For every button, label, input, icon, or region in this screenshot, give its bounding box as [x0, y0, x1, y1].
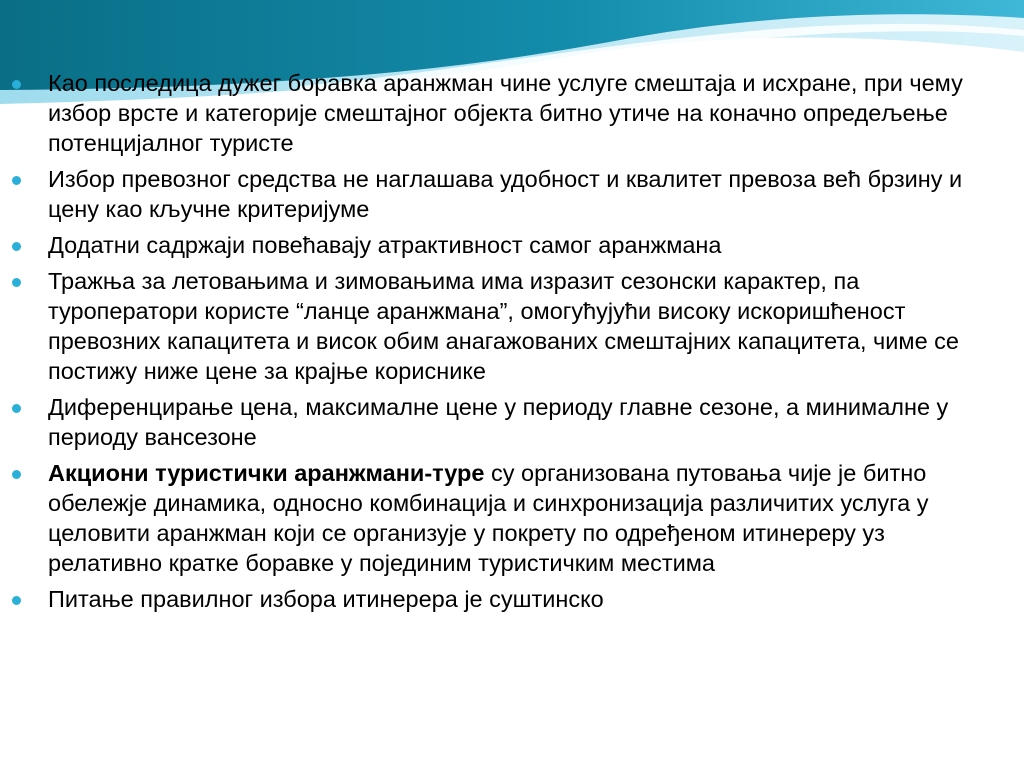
- bullet-dot-icon: [12, 80, 21, 89]
- bullet-item: [0, 230, 1024, 260]
- bullet-text: Диференцирање цена, максималне цене у периоду главне сезоне, а минималне у периоду вансезоне: [48, 394, 949, 450]
- bullet-bold-lead: Акциони туристички аранжмани-туре: [48, 460, 485, 486]
- bullet-dot-icon: [12, 176, 21, 185]
- bullet-list: [0, 68, 1024, 614]
- bullet-dot-icon: [12, 404, 21, 413]
- bullet-item: [0, 68, 1024, 158]
- bullet-text: Као последица дужег боравка аранжман чине услуге смештаја и исхране, при чему избор врсте и категорије смештајног објекта битно утиче на коначно опредељење потенцијалног туристе: [48, 70, 963, 156]
- bullet-dot-icon: [12, 470, 21, 479]
- bullet-list-container: [0, 68, 1024, 620]
- bullet-text: Додатни садржаји повећавају атрактивност самог аранжмана: [48, 232, 722, 258]
- bullet-item: [0, 392, 1024, 452]
- bullet-text: Тражња за летовањима и зимовањима има изразит сезонски карактер, па туроператори користе “ланце аранжмана”, омогућујући високу искоришћеност превозних капацитета и висок обим анагажованих смештајних капацитета, чиме се постижу ниже цене за крајње кориснике: [48, 268, 960, 384]
- bullet-text: Избор превозног средства не наглашава удобност и квалитет превоза већ брзину и цену као кључне критеријуме: [48, 166, 963, 222]
- bullet-item: [0, 458, 1024, 578]
- bullet-item: [0, 164, 1024, 224]
- bullet-dot-icon: [12, 596, 21, 605]
- bullet-dot-icon: [12, 278, 21, 287]
- bullet-item: [0, 584, 1024, 614]
- bullet-item: [0, 266, 1024, 386]
- bullet-text: Питање правилног избора итинерера је суштинско: [48, 586, 604, 612]
- bullet-dot-icon: [12, 242, 21, 251]
- bullet-text: су организована путовања чије је битно обележје динамика, односно комбинација и синхронизација различитих услуга у целовити аранжман који се организује у покрету по одређеном итинереру уз релативно кратке боравке у појединим туристичким местима: [48, 460, 929, 576]
